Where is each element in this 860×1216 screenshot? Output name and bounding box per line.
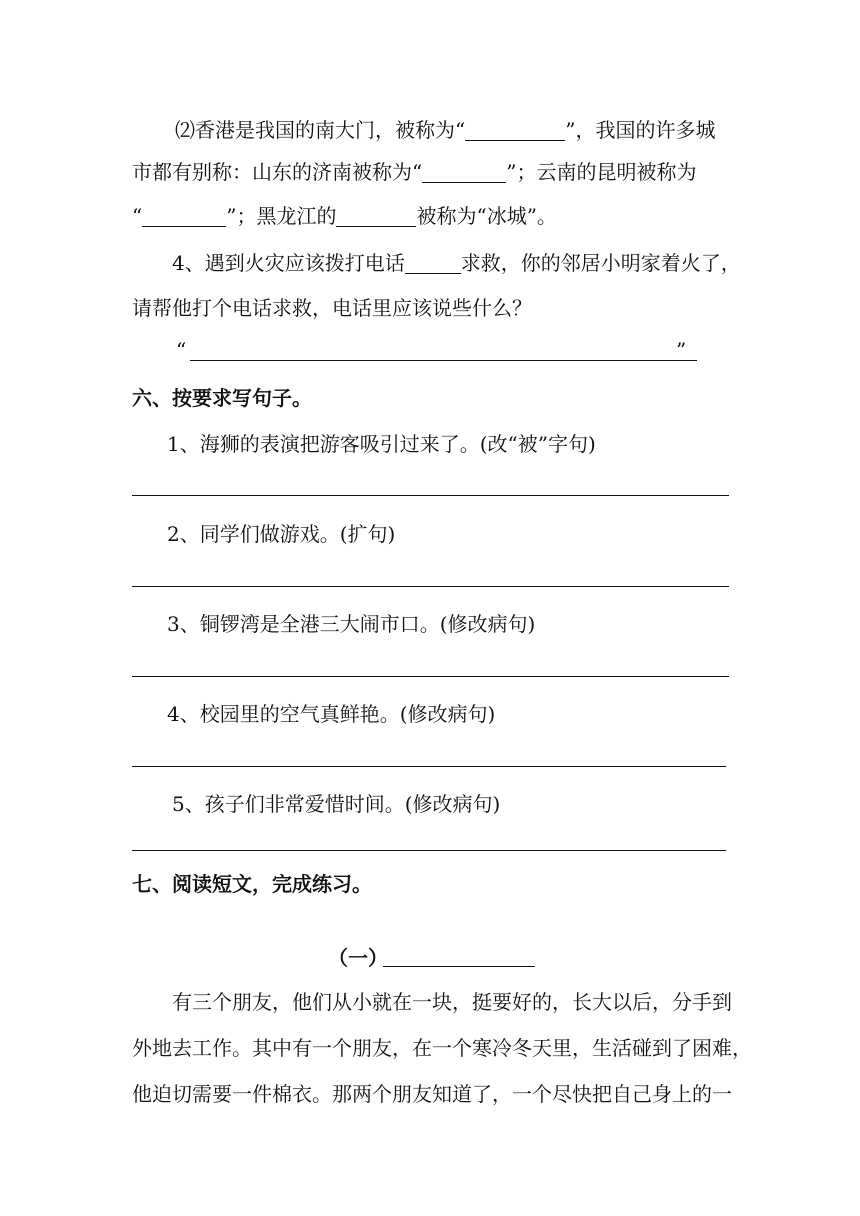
answer-line[interactable] xyxy=(132,850,726,851)
q3-2-line-1 xyxy=(175,118,715,142)
q3-2-text: ”，我国的许多城 xyxy=(565,118,716,142)
paragraph-line: 他迫切需要一件棉衣。那两个朋友知道了，一个尽快把自己身上的一 xyxy=(132,1082,732,1106)
paragraph-line: 有三个朋友，他们从小就在一块，挺要好的，长大以后，分手到 xyxy=(172,990,732,1014)
q3-2-text: 被称为“冰城”。 xyxy=(416,204,557,228)
q4-text: 4、遇到火灾应该拨打电话 xyxy=(172,251,405,275)
answer-line[interactable] xyxy=(132,586,729,587)
q4-line-1 xyxy=(172,251,741,275)
q3-2-text: ⑵香港是我国的南大门，被称为“ xyxy=(175,118,466,142)
q3-2-text: ”；黑龙江的 xyxy=(226,204,337,228)
section-7-title: 七、阅读短文，完成练习。 xyxy=(132,872,372,896)
q4-text: 求救，你的邻居小明家着火了， xyxy=(460,251,741,275)
section-6-item-2: 2、同学们做游戏。(扩句) xyxy=(167,522,396,546)
section-6-item-5: 5、孩子们非常爱惜时间。(修改病句) xyxy=(172,792,501,816)
phone-number-blank[interactable] xyxy=(405,253,461,274)
paragraph-line: 外地去工作。其中有一个朋友，在一个寒冷冬天里，生活碰到了困难， xyxy=(132,1036,752,1060)
section-6-item-4: 4、校园里的空气真鲜艳。(修改病句) xyxy=(167,702,496,726)
q3-2-text: “ xyxy=(132,204,143,228)
q3-2-text: 市都有别称：山东的济南被称为“ xyxy=(132,160,423,184)
answer-blank[interactable] xyxy=(336,206,416,227)
q4-quote-close: ” xyxy=(676,338,687,362)
q3-2-line-3 xyxy=(132,204,557,228)
q4-line-2: 请帮他打个电话求救，电话里应该说些什么？ xyxy=(132,296,532,320)
section-6-item-1: 1、海狮的表演把游客吸引过来了。(改“被”字句) xyxy=(167,432,596,456)
passage-label: （一） xyxy=(328,946,388,970)
answer-line[interactable] xyxy=(132,766,726,767)
q3-2-text: ”；云南的昆明被称为 xyxy=(506,160,697,184)
answer-line[interactable] xyxy=(132,495,729,496)
section-6-item-3: 3、铜锣湾是全港三大闹市口。(修改病句) xyxy=(167,612,536,636)
answer-blank[interactable] xyxy=(465,120,565,141)
answer-blank[interactable] xyxy=(422,162,506,183)
section-6-title: 六、按要求写句子。 xyxy=(132,386,312,410)
answer-line[interactable] xyxy=(190,360,697,361)
passage-title-blank[interactable] xyxy=(383,966,535,967)
q3-2-line-2 xyxy=(132,160,696,184)
answer-blank[interactable] xyxy=(142,206,226,227)
q4-quote-open: “ xyxy=(176,338,187,362)
answer-line[interactable] xyxy=(132,676,729,677)
